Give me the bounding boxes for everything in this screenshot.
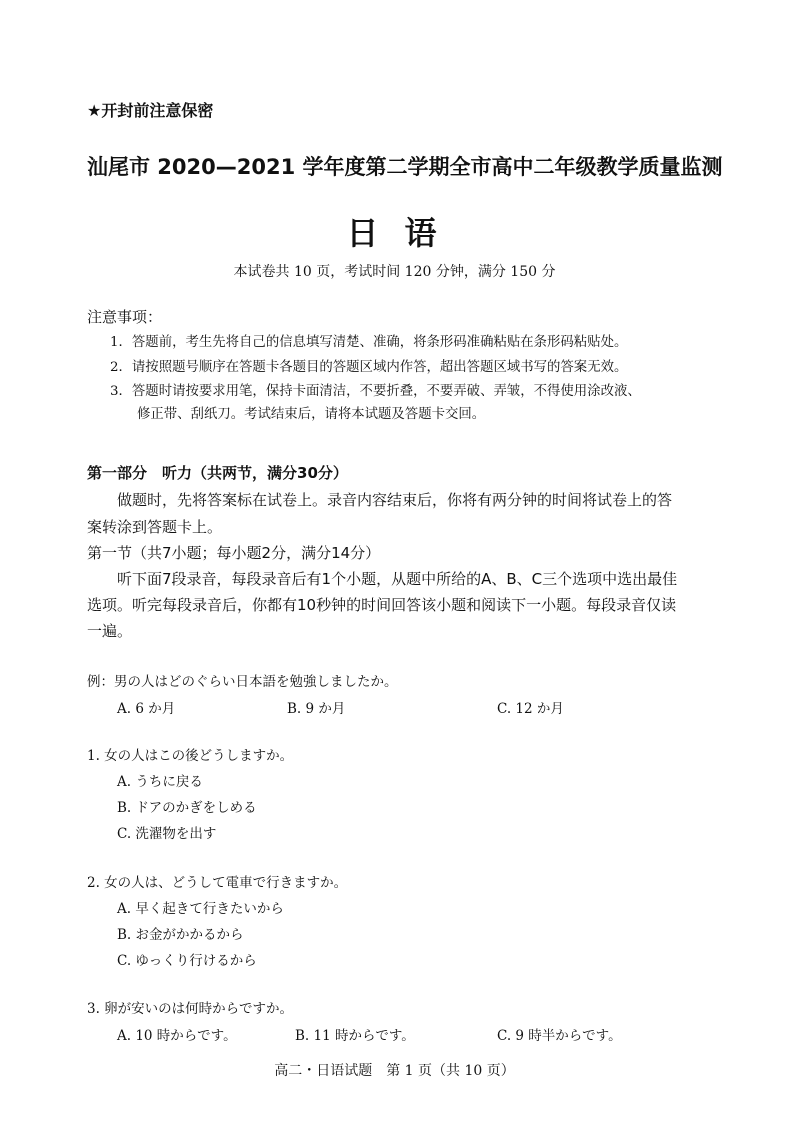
option-b: B. 9 か月 (287, 701, 346, 717)
option-b: B. お金がかかるから (117, 927, 244, 943)
option-a: A. うちに戻る (117, 774, 203, 790)
part-heading: 第一部分 听力（共两节，满分30分） (87, 464, 348, 482)
question-1: 1. 女の人はこの後どうしますか。 (87, 748, 294, 764)
subject-title: 日语 (346, 214, 463, 252)
option-c: C. ゆっくり行けるから (117, 953, 257, 969)
option-a: A. 6 か月 (117, 701, 176, 717)
confidential-note: ★开封前注意保密 (87, 101, 214, 120)
instruction-text: 案转涂到答题卡上。 (87, 518, 223, 536)
question-3: 3. 卵が安いのは何時からですか。 (87, 1001, 294, 1017)
section-heading: 第一节（共7小题；每小题2分，满分14分） (87, 544, 381, 562)
instruction-text: 选项。听完每段录音后，你都有10秒钟的时间回答该小题和阅读下一小题。每段录音仅读 (87, 596, 677, 614)
notice-item-continuation: 修正带、刮纸刀。考试结束后，请将本试题及答题卡交回。 (137, 407, 486, 422)
notice-item: 3．答题时请按要求用笔，保持卡面清洁，不要折叠，不要弄破、弄皱，不得使用涂改液、 (110, 384, 641, 399)
exam-title: 汕尾市 2020—2021 学年度第二学期全市高中二年级教学质量监测 (87, 155, 723, 179)
instruction-text: 做题时，先将答案标在试卷上。录音内容结束后，你将有两分钟的时间将试卷上的答 (117, 491, 673, 509)
exam-info: 本试卷共 10 页，考试时间 120 分钟，满分 150 分 (233, 264, 556, 280)
notice-item: 1．答题前，考生先将自己的信息填写清楚、准确，将条形码准确粘贴在条形码粘贴处。 (110, 335, 628, 350)
notice-heading: 注意事项： (87, 308, 163, 326)
option-c: C. 12 か月 (497, 701, 564, 717)
option-c: C. 9 時半からです。 (497, 1028, 622, 1044)
notice-item: 2．请按照题号顺序在答题卡各题目的答题区域内作答，超出答题区域书写的答案无效。 (110, 360, 628, 375)
option-a: A. 早く起きて行きたいから (117, 901, 284, 917)
option-a: A. 10 時からです。 (117, 1028, 237, 1044)
question-2: 2. 女の人は、どうして電車で行きますか。 (87, 875, 348, 891)
option-c: C. 洗濯物を出す (117, 826, 217, 842)
page-footer: 高二・日语试题 第 1 页（共 10 页） (274, 1063, 515, 1079)
example-question: 例：男の人はどのぐらい日本語を勉強しましたか。 (87, 674, 398, 690)
instruction-text: 一遍。 (87, 622, 133, 640)
option-b: B. 11 時からです。 (295, 1028, 415, 1044)
instruction-text: 听下面7段录音，每段录音后有1个小题，从题中所给的A、B、C三个选项中选出最佳 (117, 570, 678, 588)
option-b: B. ドアのかぎをしめる (117, 800, 257, 816)
